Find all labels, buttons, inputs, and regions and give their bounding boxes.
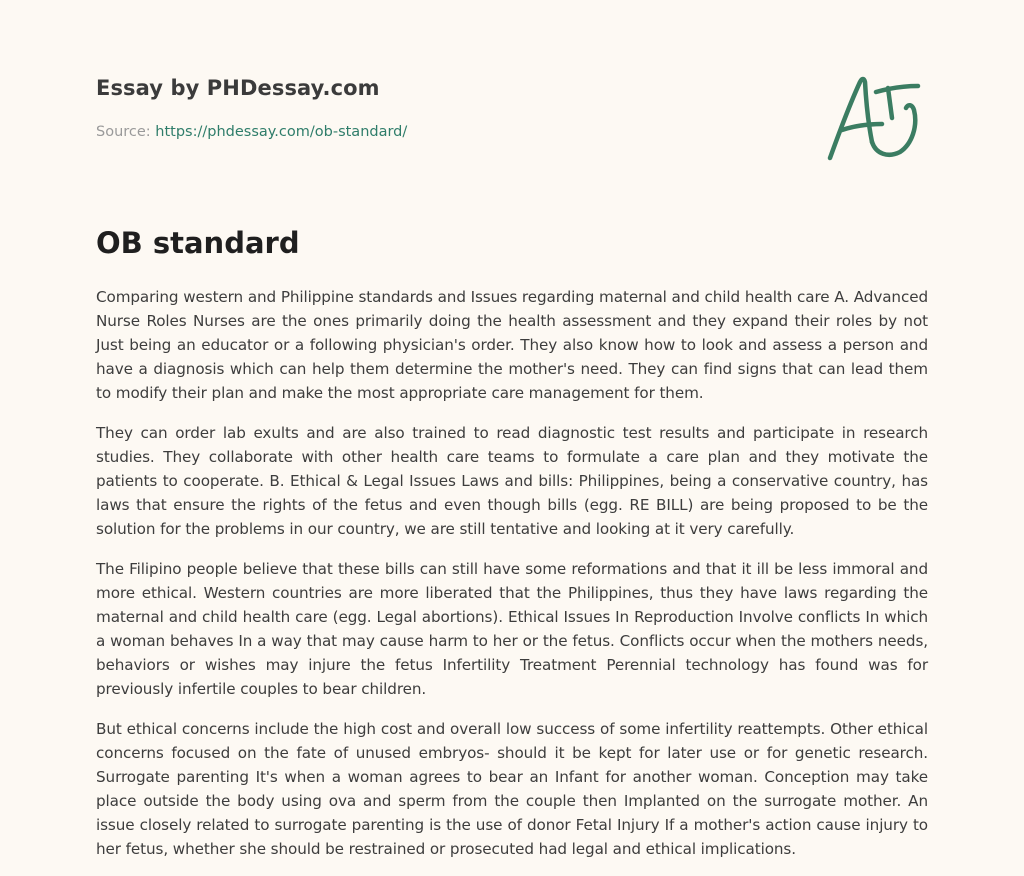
site-title: Essay by PHDessay.com [96,76,380,100]
source-line [96,124,407,140]
a-plus-logo-icon [820,66,930,166]
essay-body [96,285,928,876]
source-label: Source: [96,124,151,140]
essay-paragraph: The Filipino people believe that these bills can still have some reformations and that it ill be less immoral and more ethical. Western countries are more liberated that the Philippines, thus they have laws regarding the maternal and child health care (egg. Legal abortions). Ethical Issues In Reproduction Involve conflicts In which a woman behaves In a way that may cause harm to her or the fetus. Conflicts occur when the mothers needs, behaviors or wishes may injure the fetus Infertility Treatment Perennial technology has found was for previously infertile couples to bear children. [96,560,928,698]
essay-title: OB standard [96,226,300,260]
essay-paragraph: Comparing western and Philippine standards and Issues regarding maternal and child health care A. Advanced Nurse Roles Nurses are the ones primarily doing the health assessment and they expand their roles by not Just being an educator or a following physician's order. They also know how to look and assess a person and have a diagnosis which can help them determine the mother's need. They can find signs that can lead them to modify their plan and make the most appropriate care management for them. [96,288,928,402]
essay-paragraph: But ethical concerns include the high cost and overall low success of some infertility reattempts. Other ethical concerns focused on the fate of unused embryos- should it be kept for later use or for genetic research. Surrogate parenting It's when a woman agrees to bear an Infant for another woman. Conception may take place outside the body using ova and sperm from the couple then Implanted on the surrogate mother. An issue closely related to surrogate parenting is the use of donor Fetal Injury If a mother's action cause injury to her fetus, whether she should be restrained or prosecuted had legal and ethical implications. [96,720,928,858]
essay-paragraph: They can order lab exults and are also trained to read diagnostic test results and participate in research studies. They collaborate with other health care teams to formulate a care plan and they motivate the patients to cooperate. B. Ethical & Legal Issues Laws and bills: Philippines, being a conservative country, has laws that ensure the rights of the fetus and even though bills (egg. RE BILL) are being proposed to be the solution for the problems in our country, we are still tentative and looking at it very carefully. [96,424,928,538]
source-link[interactable]: https://phdessay.com/ob-standard/ [155,124,408,140]
